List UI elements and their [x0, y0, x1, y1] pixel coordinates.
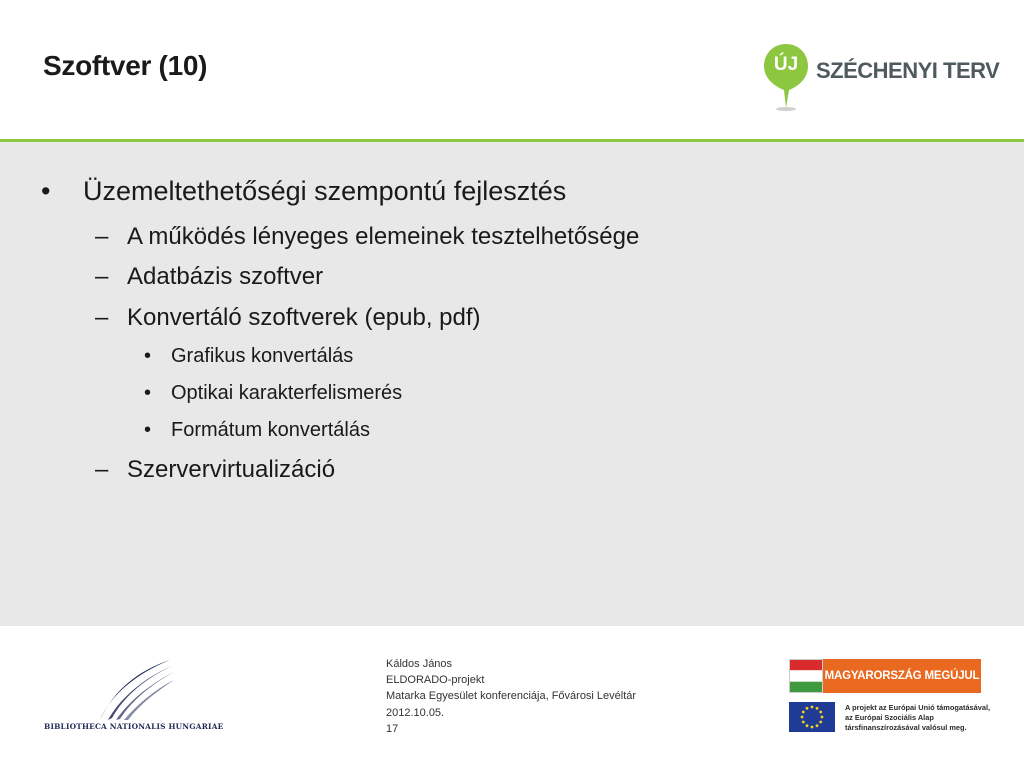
hungarian-flag-icon [789, 659, 823, 693]
dash-icon: – [95, 304, 109, 331]
author-name: Káldos János [386, 658, 453, 670]
eu-flag-icon [789, 702, 835, 732]
magyarorszag-megujul-logo [789, 659, 981, 693]
bullet-text: Adatbázis szoftver [127, 263, 324, 290]
bullet-text: Formátum konvertálás [171, 419, 370, 441]
bullet-level2 [95, 223, 639, 251]
bullet-dot-icon: • [41, 176, 51, 206]
mm-logo-text: MAGYARORSZÁG MEGÚJUL [823, 659, 981, 693]
project-name: ELDORADO-projekt [386, 674, 485, 687]
bullet-level2 [95, 456, 335, 484]
eu-text-line: társfinanszírozásával valósul meg. [845, 723, 967, 732]
szechenyi-terv-logo [762, 42, 1000, 112]
dash-icon: – [95, 223, 109, 250]
map-pin-icon [762, 42, 812, 112]
bullet-level2 [95, 263, 323, 291]
bullet-text: Grafikus konvertálás [171, 345, 354, 367]
bullet-text: Üzemeltethetőségi szempontú fejlesztés [83, 176, 567, 206]
eu-text-line: A projekt az Európai Unió támogatásával, [845, 703, 991, 712]
uj-badge: ÚJ [773, 54, 799, 75]
eu-funding-notice [789, 702, 999, 736]
szechenyi-terv-text: SZÉCHENYI TERV [816, 58, 1000, 83]
bullet-text: A működés lényeges elemeinek tesztelhetősége [127, 223, 640, 250]
eu-text-line: az Európai Szociális Alap [845, 713, 934, 722]
bullet-level3 [144, 382, 402, 405]
event-name: Matarka Egyesület konferenciája, Fővárosi Levéltár [386, 690, 637, 703]
bullet-level3 [144, 419, 370, 442]
page-number: 17 [386, 722, 399, 735]
bullet-level1 [41, 176, 566, 207]
slide-footer [0, 626, 1024, 768]
slide-title: Szoftver (10) [43, 50, 208, 81]
dash-icon: – [95, 263, 109, 290]
library-swoosh-icon [40, 656, 220, 720]
bullet-dot-icon: • [144, 419, 152, 441]
eu-text [845, 703, 990, 733]
national-library-logo [40, 656, 224, 736]
footer-credits [386, 656, 636, 737]
slide-content [0, 142, 1024, 626]
bullet-text: Szervervirtualizáció [127, 456, 336, 483]
slide-header [0, 0, 1024, 140]
bullet-text: Konvertáló szoftverek (epub, pdf) [127, 304, 481, 331]
dash-icon: – [95, 456, 109, 483]
event-date: 2012.10.05. [386, 706, 445, 719]
bullet-text: Optikai karakterfelismerés [171, 382, 403, 404]
bullet-level3 [144, 345, 353, 368]
library-name: BIBLIOTHECA NATIONALIS HUNGARIAE [44, 722, 224, 731]
bullet-dot-icon: • [144, 382, 152, 404]
bullet-level2 [95, 304, 481, 332]
bullet-dot-icon: • [144, 345, 152, 367]
